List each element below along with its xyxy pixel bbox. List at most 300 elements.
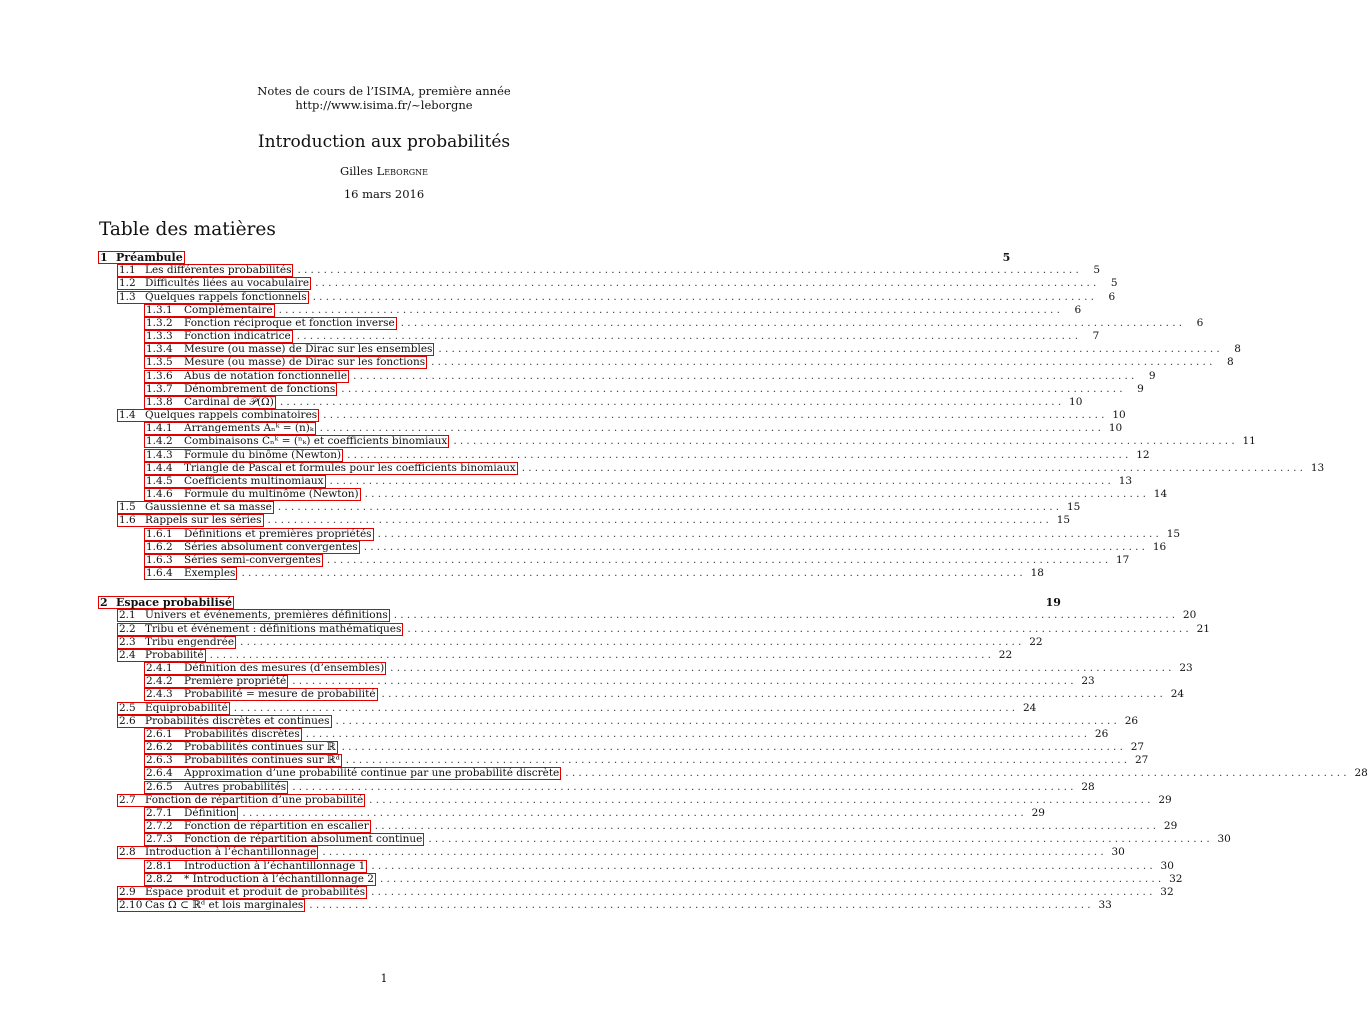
toc-entry-link[interactable] (144, 873, 376, 886)
toc-entry-title: Autres probabilités (184, 780, 287, 793)
toc-entry-title: Fonction de répartition d’une probabilité (145, 793, 364, 806)
toc-dot-leader: ........................................................................................................................ (242, 806, 1027, 819)
toc-entry (98, 316, 1204, 330)
toc-entry (98, 435, 1256, 448)
toc-entry-link[interactable] (98, 251, 185, 264)
toc-entry-number: 1.3.3 (146, 330, 173, 343)
toc-entry-number: 1.5 (119, 501, 136, 514)
toc-dot-leader: ........................................................................................................................ (296, 330, 1082, 343)
toc-entry (98, 675, 1095, 688)
toc-entry-number: 2.6.5 (146, 780, 173, 793)
toc-entry (98, 553, 1130, 567)
toc-entry-title: Séries absolument convergentes (184, 540, 358, 553)
toc-entry-title: Probabilités continues sur ℝᵈ (184, 754, 340, 767)
toc-entry-page: 15 (1056, 514, 1071, 527)
toc-dot-leader: ........................................................................................................................ (329, 474, 1115, 487)
toc-entry (98, 885, 1174, 899)
toc-entry-link[interactable] (117, 291, 309, 304)
toc-entry-page: 30 (1111, 846, 1125, 859)
toc-dot-leader: ........................................................................................................................ (309, 899, 1094, 912)
toc-dot-leader: ........................................................................................................................ (438, 343, 1223, 356)
toc-entry-number: 2.8.1 (146, 859, 173, 872)
toc-entry (98, 727, 1109, 741)
toc-dot-leader: ........................................................................................................................ (305, 727, 1091, 740)
toc-entry (98, 793, 1172, 807)
toc-entry-page: 30 (1160, 859, 1174, 872)
toc-entry-number: 2.4.2 (146, 675, 173, 688)
toc-entry-page: 10 (1108, 422, 1123, 435)
toc-dot-leader: ........................................................................................................................ (279, 395, 1065, 408)
toc-entry-page: 24 (1022, 701, 1037, 714)
toc-entry-link[interactable] (117, 899, 305, 912)
toc-heading: Table des matières (99, 219, 276, 240)
toc-dot-leader: ........................................................................................................................ (428, 833, 1213, 846)
toc-entry-page: 6 (1074, 303, 1082, 316)
toc-entry-number: 1.3.7 (146, 382, 173, 395)
toc-entry-title: Rappels sur les séries (145, 514, 262, 527)
toc-entry-title: Définitions et premières propriétés (184, 527, 372, 540)
toc-entry-title: Quelques rappels combinatoires (145, 409, 318, 422)
toc-entry-number: 2.6.2 (146, 741, 173, 754)
toc-entry-number: 1.3 (119, 290, 136, 303)
toc-entry-link[interactable] (144, 567, 237, 580)
toc-entry-page: 8 (1226, 356, 1234, 369)
toc-dot-leader: ........................................................................................................................ (209, 648, 995, 661)
toc-entry-number: 1.4 (119, 409, 136, 422)
toc-entry-page: 22 (1029, 635, 1043, 648)
toc-entry-page: 13 (1310, 461, 1325, 474)
toc-entry-number: 1.3.1 (146, 303, 173, 316)
toc-entry-page: 23 (1179, 662, 1193, 675)
toc-entry-page: 12 (1136, 448, 1150, 461)
toc-entry-title: Préambule (116, 251, 183, 264)
toc-entry (98, 303, 1082, 317)
toc-dot-leader: ........................................................................................................................ (341, 741, 1127, 754)
toc-entry-number: 2.8 (119, 846, 136, 859)
toc-entry-title: Arrangements Aₙᵏ = (n)ₖ (184, 422, 314, 435)
toc-entry-link[interactable] (144, 528, 374, 541)
toc-entry-link[interactable] (144, 462, 518, 475)
toc-entry-page: 27 (1130, 741, 1145, 754)
toc-entry-number: 1.4.1 (146, 422, 173, 435)
toc-entry (98, 780, 1095, 794)
toc-entry-number: 2.5 (119, 701, 136, 714)
toc-entry-title: Mesure (ou masse) de Dirac sur les fonctions (184, 356, 426, 369)
toc-entry-number: 2.6 (119, 714, 136, 727)
toc-dot-leader: ........................................................................................................................ (353, 369, 1138, 382)
toc-entry-number: 1.4.5 (146, 474, 173, 487)
toc-entry-number: 2.6.1 (146, 727, 173, 740)
toc-entry-page: 26 (1094, 727, 1109, 740)
toc-entry (98, 767, 1368, 780)
toc-entry (98, 859, 1174, 873)
toc-entry-page: 11 (1242, 435, 1256, 448)
toc-entry-page: 21 (1196, 622, 1210, 635)
toc-entry (98, 382, 1144, 396)
toc-entry-page: 6 (1108, 290, 1116, 303)
toc-dot-leader: ........................................................................................................................ (297, 264, 1083, 277)
toc-entry-number: 2.7.1 (146, 806, 173, 819)
toc-entry (98, 833, 1231, 846)
toc-entry (98, 290, 1116, 304)
toc-entry-number: 1.4.2 (146, 435, 173, 448)
toc-entry (98, 899, 1112, 912)
toc-dot-leader: ........................................................................................................................ (390, 662, 1175, 675)
toc-entry-link[interactable] (144, 754, 342, 767)
toc-dot-leader: ........................................................................................................................ (400, 316, 1186, 329)
toc-entry (98, 806, 1045, 820)
toc-entry-title: Triangle de Pascal et formules pour les coefficients binomiaux (184, 461, 516, 474)
toc-entry-title: Fonction indicatrice (184, 330, 291, 343)
toc-entry-page: 32 (1169, 872, 1183, 885)
toc-entry (98, 846, 1125, 859)
toc-entry-title: Dénombrement de fonctions (184, 382, 336, 395)
toc-entry (98, 330, 1100, 343)
toc-entry-title: Fonction réciproque et fonction inverse (184, 316, 395, 329)
toc-entry-link[interactable] (117, 886, 367, 899)
toc-entry-link[interactable] (117, 609, 390, 622)
toc-entry (98, 609, 1197, 622)
toc-entry (98, 474, 1133, 488)
toc-entry-link[interactable] (117, 514, 264, 527)
toc-entry-page: 5 (1093, 264, 1101, 277)
toc-entry (98, 820, 1178, 833)
toc-dot-leader: ........................................................................................................................ (326, 553, 1112, 566)
toc-dot-leader: ........................................................................................................................ (363, 540, 1149, 553)
toc-entry-title: Formule du multinôme (Newton) (184, 488, 359, 501)
toc-entry-page: 8 (1234, 343, 1241, 356)
author-last-name: Leborgne (376, 164, 428, 178)
toc-entry-title: Cas Ω ⊂ ℝᵈ et lois marginales (145, 899, 304, 912)
toc-entry-page: 9 (1148, 369, 1156, 382)
toc-entry-number: 1.6.3 (146, 553, 173, 566)
toc-dot-leader: ........................................................................................................................ (322, 846, 1107, 859)
toc-entry-link[interactable] (144, 396, 276, 409)
toc-entry (98, 356, 1234, 369)
toc-entry-link[interactable] (144, 383, 337, 396)
toc-entry (98, 343, 1241, 356)
toc-entry-title: Tribu engendrée (145, 635, 235, 648)
toc-entry (98, 741, 1145, 754)
toc-entry-title: Formule du binôme (Newton) (184, 448, 342, 461)
toc-entry-number: 1.3.2 (146, 316, 173, 329)
toc-entry-link[interactable] (144, 662, 386, 675)
toc-entry-page: 5 (1110, 277, 1118, 290)
toc-entry-page: 10 (1069, 395, 1083, 408)
toc-entry-number: 1.3.6 (146, 369, 173, 382)
toc-entry-number: 2.7.3 (146, 833, 173, 846)
toc-entry (98, 514, 1071, 527)
toc-entry-page: 24 (1170, 688, 1185, 701)
toc-entry-page: 13 (1118, 474, 1133, 487)
toc-entry-link[interactable] (144, 422, 316, 435)
toc-entry-title: Définition des mesures (d’ensembles) (184, 662, 385, 675)
toc-entry-link[interactable] (144, 688, 378, 701)
toc-entry-number: 2.4.1 (146, 662, 173, 675)
toc-entry-page: 9 (1137, 382, 1144, 395)
toc-entry (98, 395, 1083, 409)
toc-entry-link[interactable] (144, 356, 427, 369)
toc-entry-link[interactable] (144, 860, 367, 873)
toc-entry (98, 648, 1013, 662)
toc-entry-number: 2.7.2 (146, 820, 173, 833)
toc-entry-title: Espace probabilisé (116, 596, 232, 610)
toc-entry-number: 1.2 (119, 277, 136, 290)
toc-entry-link[interactable] (117, 715, 332, 728)
toc-entry-link[interactable] (117, 794, 365, 807)
toc-entry-page: 6 (1196, 316, 1204, 329)
toc-entry-number: 2.2 (119, 622, 136, 635)
toc-entry-title: Complémentaire (184, 303, 273, 316)
toc-entry-title: Fonction de répartition en escalier (184, 820, 369, 833)
toc-entry-link[interactable] (117, 409, 319, 422)
toc-entry-number: 1.6 (119, 514, 136, 527)
toc-entry-number: 2.9 (119, 885, 136, 898)
toc-entry-number: 2.4 (119, 648, 136, 661)
toc-dot-leader: ........................................................................................................................ (233, 701, 1019, 714)
toc-entry-link[interactable] (117, 501, 274, 514)
toc-dot-leader: ........................................................................................................................ (341, 382, 1126, 395)
toc-entry (98, 409, 1126, 422)
toc-entry-link[interactable] (144, 820, 371, 833)
toc-entry (98, 422, 1123, 435)
toc-entry-page: 10 (1112, 409, 1126, 422)
toc-entry-page: 17 (1116, 553, 1130, 566)
toc-entry-link[interactable] (144, 488, 361, 501)
course-notes-line: Notes de cours de l’ISIMA, première année (257, 84, 511, 98)
toc-entry-page: 28 (1081, 780, 1095, 793)
toc-entry-title: Mesure (ou masse) de Dirac sur les ensembles (184, 343, 433, 356)
toc-entry-link[interactable] (144, 767, 561, 780)
toc-entry-page: 29 (1163, 820, 1178, 833)
toc-entry-page: 14 (1153, 488, 1168, 501)
toc-entry (98, 754, 1149, 767)
toc-entry-title: Fonction de répartition absolument continue (184, 833, 423, 846)
toc-entry-title: Probabilités continues sur ℝ (184, 741, 336, 754)
toc-dot-leader: ........................................................................................................................ (277, 501, 1063, 514)
toc-entry-title: Probabilité = mesure de probabilité (184, 688, 376, 701)
toc-entry-link[interactable] (117, 623, 403, 636)
toc-dot-leader: ........................................................................................................................ (364, 488, 1150, 501)
toc-entry-title: Tribu et événement : définitions mathématiques (145, 622, 402, 635)
toc-entry-link[interactable] (144, 728, 302, 741)
toc-entry-number: 1.6.2 (146, 540, 173, 553)
toc-dot-leader: ........................................................................................................................ (267, 514, 1053, 527)
toc-entry (98, 501, 1081, 514)
toc-dot-leader: ........................................................................................................................ (453, 435, 1238, 448)
toc-entry-link[interactable] (144, 807, 238, 820)
toc-dot-leader: ........................................................................................................................ (347, 448, 1132, 461)
toc-entry-link[interactable] (144, 554, 323, 567)
toc-entry-title: Difficultés liées au vocabulaire (145, 277, 310, 290)
author-first-name: Gilles (340, 164, 377, 178)
toc-entry (98, 872, 1183, 886)
toc-entry-link[interactable] (144, 675, 288, 688)
toc-entry (98, 567, 1044, 580)
toc-entry-title: Espace produit et produit de probabilités (145, 885, 366, 898)
toc-entry-title: Exemples (184, 567, 236, 580)
toc-entry-number: 2.10 (119, 899, 143, 912)
toc-entry (98, 527, 1181, 541)
toc-entry-page: 18 (1030, 567, 1044, 580)
toc-entry-title: * Introduction à l’échantillonnage 2 (184, 872, 374, 885)
toc-chapter (98, 251, 1011, 264)
toc-entry-page: 23 (1081, 675, 1095, 688)
toc-dot-leader: ........................................................................................................................ (371, 859, 1156, 872)
toc-entry (98, 662, 1193, 675)
toc-entry-number: 2.8.2 (146, 872, 173, 885)
toc-dot-leader: ........................................................................................................................ (292, 675, 1077, 688)
toc-entry (98, 701, 1037, 715)
toc-entry-title: Séries semi-convergentes (184, 553, 321, 566)
toc-entry-number: 1.4.6 (146, 488, 173, 501)
toc-entry-title: Univers et événements, premières définitions (145, 609, 388, 622)
toc-entry-page: 19 (1045, 596, 1061, 610)
toc-entry-link[interactable] (144, 541, 360, 554)
toc-entry-number: 2.4.3 (146, 688, 173, 701)
toc-entry-link[interactable] (144, 435, 449, 448)
toc-entry-number: 1.3.4 (146, 343, 173, 356)
toc-entry-number: 1.4.3 (146, 448, 173, 461)
toc-entry-page: 15 (1066, 501, 1081, 514)
toc-entry-link[interactable] (144, 833, 424, 846)
toc-entry-page: 29 (1031, 806, 1045, 819)
toc-entry-number: 1.6.4 (146, 567, 173, 580)
document-date: 16 mars 2016 (343, 187, 425, 201)
toc-dot-leader: ........................................................................................................................ (319, 422, 1105, 435)
toc-entry-link[interactable] (144, 370, 349, 383)
toc-dot-leader: ........................................................................................................................ (240, 635, 1025, 648)
toc-entry-link[interactable] (98, 596, 234, 609)
toc-entry-page: 32 (1160, 885, 1174, 898)
toc-entry-link[interactable] (144, 330, 293, 343)
toc-entry-link[interactable] (117, 264, 293, 277)
toc-entry (98, 369, 1156, 383)
toc-dot-leader: ........................................................................................................................ (241, 567, 1026, 580)
toc-entry (98, 264, 1101, 277)
toc-entry-number: 2.1 (119, 609, 136, 622)
toc-entry-title: Equiprobabilité (145, 701, 228, 714)
toc-entry-link[interactable] (144, 741, 338, 754)
toc-chapter (98, 596, 1061, 610)
toc-entry-title: Introduction à l’échantillonnage (145, 846, 317, 859)
toc-dot-leader: ........................................................................................................................ (335, 714, 1121, 727)
toc-entry-title: Introduction à l’échantillonnage 1 (184, 859, 366, 872)
page-number: 1 (380, 972, 388, 985)
toc-entry-page: 27 (1134, 754, 1149, 767)
toc-entry-title: Probabilités discrètes (184, 727, 300, 740)
toc-entry-page: 15 (1166, 527, 1181, 540)
toc-entry-number: 1.6.1 (146, 527, 173, 540)
toc-entry-title: Gaussienne et sa masse (145, 501, 272, 514)
toc-dot-leader: ........................................................................................................................ (565, 767, 1350, 780)
toc-entry-title: Quelques rappels fonctionnels (145, 290, 307, 303)
toc-dot-leader: ........................................................................................................................ (323, 409, 1108, 422)
toc-entry (98, 688, 1185, 701)
toc-entry-number: 2.3 (119, 635, 136, 648)
toc-entry-link[interactable] (144, 317, 397, 330)
toc-dot-leader: ........................................................................................................................ (371, 885, 1156, 898)
toc-entry-number: 1.1 (119, 264, 136, 277)
toc-entry-page: 5 (1002, 251, 1011, 264)
toc-dot-leader: ........................................................................................................................ (377, 527, 1163, 540)
toc-dot-leader: ........................................................................................................................ (345, 754, 1131, 767)
toc-entry (98, 635, 1043, 649)
toc-entry (98, 277, 1118, 290)
toc-dot-leader: ........................................................................................................................ (381, 688, 1167, 701)
toc-dot-leader: ........................................................................................................................ (315, 277, 1100, 290)
toc-entry-link[interactable] (144, 304, 275, 317)
toc-entry-link[interactable] (117, 702, 230, 715)
toc-entry-page: 26 (1124, 714, 1139, 727)
document-title: Introduction aux probabilités (257, 132, 511, 152)
toc-entry (98, 448, 1150, 462)
toc-entry-link[interactable] (144, 343, 434, 356)
toc-entry-link[interactable] (117, 636, 236, 649)
toc-entry-number: 1.3.8 (146, 395, 173, 408)
toc-entry-page: 7 (1092, 330, 1100, 343)
toc-dot-leader: ........................................................................................................................ (407, 622, 1192, 635)
toc-entry-title: Première propriété (184, 675, 287, 688)
toc-entry-link[interactable] (117, 649, 206, 662)
toc-entry-page: 20 (1182, 609, 1197, 622)
toc-entry-link[interactable] (117, 277, 311, 290)
toc-entry-link[interactable] (144, 449, 343, 462)
toc-dot-leader: ........................................................................................................................ (393, 609, 1179, 622)
toc-dot-leader: ........................................................................................................................ (278, 303, 1064, 316)
toc-entry (98, 622, 1210, 636)
toc-entry-page: 30 (1217, 833, 1231, 846)
toc-entry (98, 540, 1167, 554)
toc-dot-leader: ........................................................................................................................ (521, 461, 1307, 474)
toc-entry-number: 2.6.3 (146, 754, 173, 767)
toc-entry (98, 488, 1168, 501)
toc-entry-title: Coefficients multinomiaux (184, 474, 324, 487)
toc-entry-page: 16 (1152, 540, 1167, 553)
toc-dot-leader: ........................................................................................................................ (379, 872, 1165, 885)
toc-entry (98, 461, 1325, 475)
toc-entry-title: Probabilité (145, 648, 204, 661)
toc-entry-page: 33 (1098, 899, 1112, 912)
toc-entry-title: Approximation d’une probabilité continue par une probabilité discrète (184, 767, 560, 780)
toc-entry-number: 1.4.4 (146, 461, 173, 474)
toc-entry-link[interactable] (117, 846, 318, 859)
toc-dot-leader: ........................................................................................................................ (374, 820, 1160, 833)
toc-entry-number: 1.3.5 (146, 356, 173, 369)
toc-entry-number: 1 (100, 251, 108, 264)
toc-entry-page: 29 (1158, 793, 1172, 806)
toc-entry-number: 2 (100, 596, 108, 610)
toc-entry-title: Cardinal de 𝒫(Ω) (184, 395, 274, 408)
toc-entry-title: Abus de notation fonctionnelle (184, 369, 348, 382)
toc-entry (98, 714, 1139, 728)
toc-entry-number: 2.7 (119, 793, 136, 806)
toc-dot-leader: ........................................................................................................................ (431, 356, 1216, 369)
toc-entry-title: Combinaisons Cₙᵏ = (ⁿₖ) et coefficients binomiaux (184, 435, 448, 448)
toc-entry-link[interactable] (144, 475, 326, 488)
author-url[interactable]: http://www.isima.fr/~leborgne (295, 98, 473, 112)
toc-entry-page: 28 (1354, 767, 1368, 780)
toc-entry-number: 2.6.4 (146, 767, 173, 780)
toc-dot-leader: ........................................................................................................................ (292, 780, 1077, 793)
toc-entry-page: 22 (998, 648, 1013, 661)
toc-entry-title: Les différentes probabilités (145, 264, 292, 277)
toc-entry-link[interactable] (144, 781, 288, 794)
toc-entry-title: Probabilités discrètes et continues (145, 714, 330, 727)
toc-dot-leader: ........................................................................................................................ (369, 793, 1154, 806)
toc-entry-title: Définition (184, 806, 237, 819)
toc-dot-leader: ........................................................................................................................ (312, 290, 1098, 303)
